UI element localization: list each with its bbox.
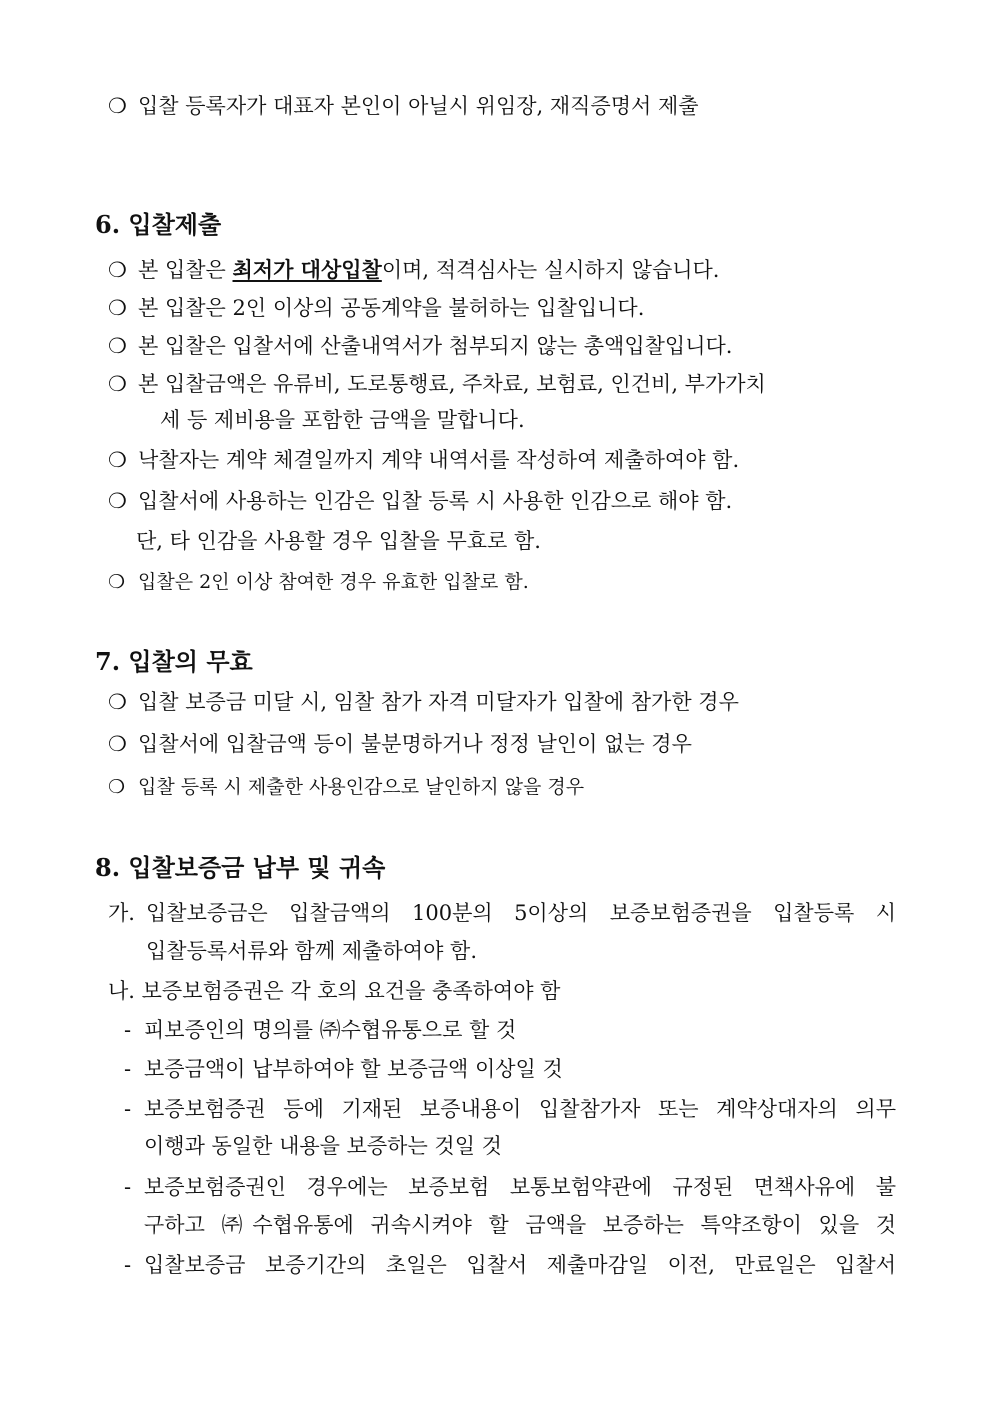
s8-dash-item-3-text-b: 이행과 동일한 내용을 보증하는 것일 것 <box>144 1134 502 1158</box>
s6-item-1-pre: 본 입찰은 <box>138 258 233 282</box>
circle-bullet-icon: ❍ <box>108 690 127 714</box>
s8-ga-label: 가. <box>108 901 135 925</box>
circle-bullet-icon: ❍ <box>108 489 127 513</box>
s6-item-5-text: 낙찰자는 계약 체결일까지 계약 내역서를 작성하여 제출하여야 함. <box>138 448 740 472</box>
s6-item-3-text: 본 입찰은 입찰서에 산출내역서가 첨부되지 않는 총액입찰입니다. <box>138 334 733 358</box>
intro-item <box>108 92 699 120</box>
s8-dash-item-3-text-a: 보증보험증권 등에 기재된 보증내용이 입찰참가자 또는 계약상대자의 의무 <box>144 1097 896 1121</box>
circle-bullet-icon: ❍ <box>108 258 127 282</box>
s8-dash-item-1 <box>124 1016 516 1044</box>
s8-dash-item-2 <box>124 1055 563 1083</box>
circle-bullet-icon: ❍ <box>108 334 127 358</box>
s8-dash-item-4-text-b: 구하고 ㈜수협유통에 귀속시켜야 할 금액을 보증하는 특약조항이 있을 것 <box>144 1213 896 1237</box>
s6-item-5 <box>108 446 739 474</box>
s6-item-7-text: 입찰은 2인 이상 참여한 경우 유효한 입찰로 함. <box>138 571 529 593</box>
s6-item-1-emphasis: 최저가 대상입찰 <box>232 257 382 282</box>
s7-item-2 <box>108 730 692 758</box>
circle-bullet-icon: ❍ <box>108 776 126 798</box>
s8-dash-item-2-text: 보증금액이 납부하여야 할 보증금액 이상일 것 <box>144 1057 563 1081</box>
s6-item-1 <box>108 256 719 284</box>
circle-bullet-icon: ❍ <box>108 571 126 593</box>
intro-text: 입찰 등록자가 대표자 본인이 아닐시 위임장, 재직증명서 제출 <box>138 94 699 118</box>
circle-bullet-icon: ❍ <box>108 372 127 396</box>
s8-dash-item-1-text: 피보증인의 명의를 ㈜수협유통으로 할 것 <box>144 1018 517 1042</box>
circle-bullet-icon: ❍ <box>108 296 127 320</box>
s6-item-6-text-a: 입찰서에 사용하는 인감은 입찰 등록 시 사용한 인감으로 해야 함. <box>138 489 733 513</box>
s6-item-7 <box>108 568 529 596</box>
s8-ga-text-a: 입찰보증금은 입찰금액의 100분의 5이상의 보증보험증권을 입찰등록 시 <box>146 901 896 925</box>
s8-ga-text-b: 입찰등록서류와 함께 제출하여야 함. <box>146 939 477 963</box>
s6-item-2 <box>108 294 644 322</box>
s6-item-6-cont: 단, 타 인감을 사용할 경우 입찰을 무효로 함. <box>136 529 541 553</box>
section-7-title: 7. 입찰의 무효 <box>95 647 253 676</box>
s6-item-6 <box>108 487 732 515</box>
circle-bullet-icon: ❍ <box>108 94 127 118</box>
s8-dash-item-4-text-a: 보증보험증권인 경우에는 보증보험 보통보험약관에 규정된 면책사유에 불 <box>144 1175 896 1199</box>
s6-item-4-cont: 세 등 제비용을 포함한 금액을 말합니다. <box>160 408 525 432</box>
s8-dash-marker-4: - <box>124 1175 132 1199</box>
s7-item-1 <box>108 688 739 716</box>
s6-item-4 <box>108 370 766 398</box>
s8-dash-item-5-text: 입찰보증금 보증기간의 초일은 입찰서 제출마감일 이전, 만료일은 입찰서 <box>144 1253 896 1277</box>
s7-item-3-text: 입찰 등록 시 제출한 사용인감으로 날인하지 않을 경우 <box>138 776 585 798</box>
s8-dash-marker-3: - <box>124 1097 132 1121</box>
s7-item-3 <box>108 773 584 801</box>
section-8-title: 8. 입찰보증금 납부 및 귀속 <box>95 853 386 882</box>
s7-item-2-text: 입찰서에 입찰금액 등이 불분명하거나 정정 날인이 없는 경우 <box>138 732 692 756</box>
s7-item-1-text: 입찰 보증금 미달 시, 임찰 참가 자격 미달자가 입찰에 참가한 경우 <box>138 690 739 714</box>
s6-item-3 <box>108 332 732 360</box>
section-6-title: 6. 입찰제출 <box>95 210 222 239</box>
s6-item-1-post: 이며, 적격심사는 실시하지 않습니다. <box>381 258 720 282</box>
s8-na-text: 나. 보증보험증권은 각 호의 요건을 충족하여야 함 <box>108 979 561 1003</box>
s6-item-2-text: 본 입찰은 2인 이상의 공동계약을 불허하는 입찰입니다. <box>138 296 645 320</box>
s8-dash-marker-5: - <box>124 1253 132 1277</box>
s6-item-4-text-a: 본 입찰금액은 유류비, 도로통행료, 주차료, 보험료, 인건비, 부가가치 <box>138 372 766 396</box>
circle-bullet-icon: ❍ <box>108 732 127 756</box>
dash-marker: - <box>124 1057 132 1081</box>
circle-bullet-icon: ❍ <box>108 448 127 472</box>
dash-marker: - <box>124 1018 132 1042</box>
